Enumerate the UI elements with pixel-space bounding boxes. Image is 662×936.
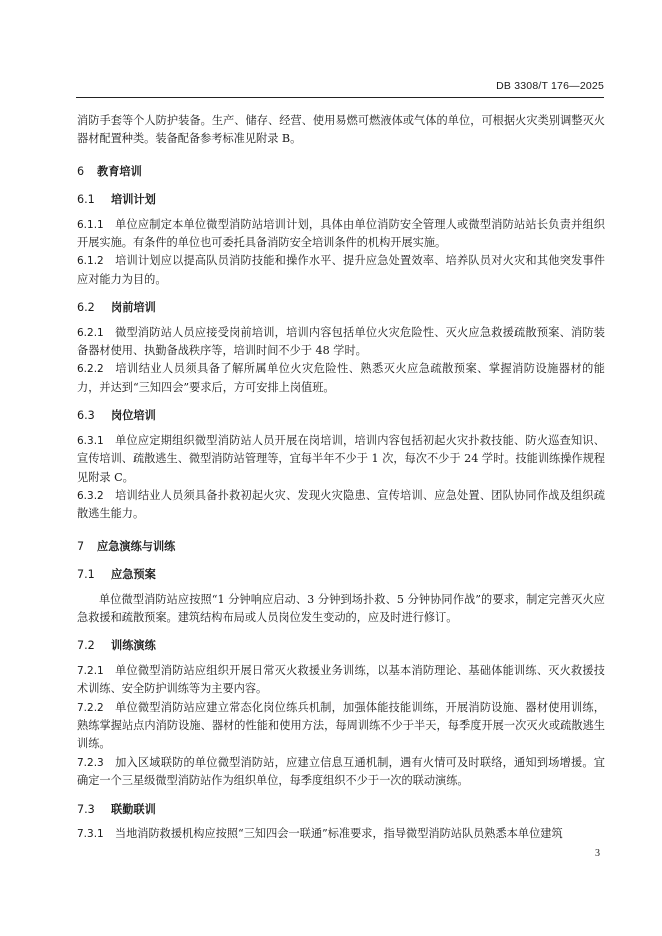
page-number: 3 bbox=[595, 848, 600, 859]
clause-number: 6.3.2 bbox=[77, 489, 104, 502]
heading-number: 6.3 bbox=[77, 409, 95, 423]
clause-number: 7.2.1 bbox=[77, 664, 104, 677]
clause-text: 单位应定期组织微型消防站人员开展在岗培训，培训内容包括初起火灾扑救技能、防火巡查知识、宣传培训、疏散逃生、微型消防站管理等，宜每半年不少于 1 次，每次不少于 24 学时。技能训练操作规程见附录 C。 bbox=[77, 433, 605, 484]
heading-title: 联勤联训 bbox=[111, 802, 156, 816]
clause-number: 7.2.2 bbox=[77, 701, 104, 714]
clause-paragraph bbox=[77, 487, 605, 524]
subsection-heading bbox=[77, 191, 605, 209]
heading-title: 应急预案 bbox=[111, 568, 156, 582]
heading-number: 7.1 bbox=[77, 568, 95, 582]
clause-paragraph bbox=[77, 324, 605, 361]
document-code: DB 3308/T 176—2025 bbox=[496, 80, 604, 92]
clause-paragraph bbox=[77, 216, 605, 253]
section-heading bbox=[77, 538, 605, 556]
clause-number: 7.2.3 bbox=[77, 756, 104, 769]
clause-number: 6.2.1 bbox=[77, 326, 104, 339]
clause-text: 加入区域联防的单位微型消防站，应建立信息互通机制，遇有火情可及时联络，通知到场增援。宜确定一个三星级微型消防站作为组织单位，每季度组织不少于一次的联动演练。 bbox=[77, 755, 605, 788]
subsection-heading bbox=[77, 566, 605, 584]
subsection-heading bbox=[77, 637, 605, 655]
clause-number: 7.3.1 bbox=[77, 828, 104, 840]
body-paragraph: 单位微型消防站应按照“1 分钟响应启动、3 分钟到场扑救、5 分钟协同作战”的要求，制定完善灭火应急救援和疏散预案。建筑结构布局或人员岗位发生变动的，应及时进行修订。 bbox=[77, 592, 605, 624]
heading-title: 教育培训 bbox=[97, 164, 142, 178]
subsection-heading bbox=[77, 299, 605, 317]
heading-number: 7 bbox=[77, 539, 85, 553]
clause-text: 单位应制定本单位微型消防站培训计划，具体由单位消防安全管理人或微型消防站站长负责并组织开展实施。有条件的单位也可委托具备消防安全培训条件的机构开展实施。 bbox=[77, 217, 605, 250]
clause-number: 6.1.2 bbox=[77, 255, 104, 268]
header-rule bbox=[76, 97, 604, 98]
clause-number: 6.3.1 bbox=[77, 434, 104, 447]
heading-number: 6.1 bbox=[77, 193, 95, 207]
clause-number: 6.1.1 bbox=[77, 218, 104, 231]
heading-number: 7.2 bbox=[77, 639, 95, 653]
heading-title: 岗前培训 bbox=[111, 301, 156, 315]
clause-paragraph bbox=[77, 825, 605, 843]
clause-paragraph bbox=[77, 754, 605, 791]
clause-number: 6.2.2 bbox=[77, 363, 104, 376]
clause-paragraph bbox=[77, 252, 605, 289]
clause-text: 微型消防站人员应接受岗前培训，培训内容包括单位火灾危险性、灭火应急救援疏散预案、消防装备器材使用、执勤备战秩序等，培训时间不少于 48 学时。 bbox=[77, 325, 605, 358]
heading-title: 岗位培训 bbox=[111, 409, 156, 423]
heading-number: 6.2 bbox=[77, 301, 95, 315]
clause-paragraph bbox=[77, 432, 605, 487]
heading-title: 应急演练与训练 bbox=[97, 539, 176, 553]
subsection-heading bbox=[77, 407, 605, 425]
document-body bbox=[77, 112, 605, 843]
subsection-heading bbox=[77, 801, 605, 819]
section-heading bbox=[77, 163, 605, 181]
clause-text: 培训计划应以提高队员消防技能和操作水平、提升应急处置效率、培养队员对火灾和其他突发事件应对能力为目的。 bbox=[77, 254, 605, 286]
clause-text: 当地消防救援机构应按照“三知四会一联通”标准要求，指导微型消防站队员熟悉本单位建筑 bbox=[114, 827, 563, 840]
clause-text: 培训结业人员须具备扑救初起火灾、发现火灾隐患、宣传培训、应急处置、团队协同作战及组织疏散逃生能力。 bbox=[77, 488, 605, 521]
heading-title: 训练演练 bbox=[111, 639, 156, 653]
clause-text: 单位微型消防站应组织开展日常灭火救援业务训练，以基本消防理论、基础体能训练、灭火救援技术训练、安全防护训练等为主要内容。 bbox=[77, 663, 605, 696]
clause-paragraph bbox=[77, 662, 605, 699]
clause-text: 培训结业人员须具备了解所属单位火灾危险性、熟悉灭火应急疏散预案、掌握消防设施器材的能力，并达到“三知四会”要求后，方可安排上岗值班。 bbox=[77, 362, 605, 394]
body-paragraph: 消防手套等个人防护装备。生产、储存、经营、使用易燃可燃液体或气体的单位，可根据火灾类别调整灭火器材配置种类。装备配备参考标准见附录 B。 bbox=[77, 114, 605, 146]
heading-number: 7.3 bbox=[77, 802, 95, 816]
clause-text: 单位微型消防站应建立常态化岗位练兵机制，加强体能技能训练，开展消防设施、器材使用训练，熟练掌握站点内消防设施、器材的性能和使用方法，每周训练不少于半天，每季度开展一次灭火或疏散逃生训练。 bbox=[77, 700, 605, 751]
clause-paragraph bbox=[77, 360, 605, 397]
clause-paragraph bbox=[77, 699, 605, 754]
heading-number: 6 bbox=[77, 164, 85, 178]
heading-title: 培训计划 bbox=[111, 193, 156, 207]
